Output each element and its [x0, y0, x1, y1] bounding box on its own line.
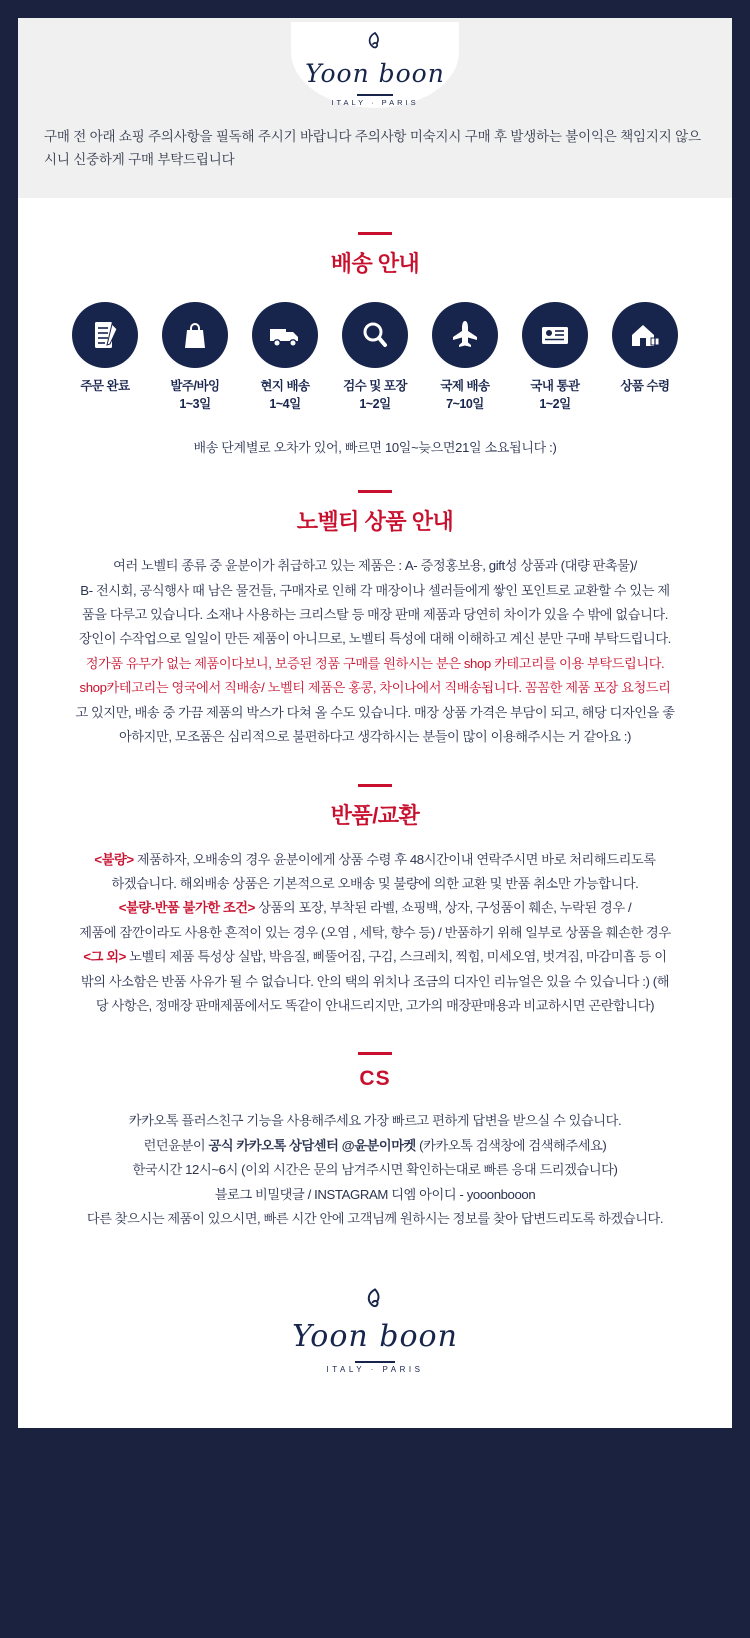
shipping-step [242, 302, 328, 413]
shipping-step-label: 국제 배송 7~10일 [440, 378, 490, 411]
section-divider [358, 784, 392, 787]
novelty-line: B- 전시회, 공식행사 때 남은 물건들, 구매자로 인해 각 매장이나 셀러들에게 쌓인 포인트로 교환할 수 있는 제 [80, 582, 670, 598]
shipping-steps [40, 296, 710, 413]
airplane-icon [432, 302, 498, 368]
returns-text: 당 사항은, 정매장 판매제품에서도 똑같이 안내드리지만, 고가의 매장판매용과 비교하시면 곤란합니다) [95, 998, 655, 1014]
returns-line [40, 921, 710, 945]
magnifier-icon [342, 302, 408, 368]
returns-line [40, 848, 710, 872]
shipping-step [422, 302, 508, 413]
footer-brand-name: Yoon boon [292, 1318, 458, 1354]
returns-line [40, 896, 710, 920]
cs-line: 카카오톡 플러스친구 기능을 사용해주세요 가장 빠르고 편하게 답변을 받으실 수 있습니다. [128, 1113, 622, 1129]
shipping-step [602, 302, 688, 413]
returns-line [40, 970, 710, 994]
cs-kakao-channel: 공식 카카오톡 상담센터 @윤분이마켓 [208, 1137, 416, 1153]
shipping-step-label: 주문 완료 [80, 378, 130, 393]
returns-text: 제품하자, 오배송의 경우 윤분이에게 상품 수령 후 48시간이내 연락주시면 바로 처리해드리도록 [133, 851, 656, 867]
novelty-line: 여러 노벨티 종류 중 윤분이가 취급하고 있는 제품은 : A- 증정홍보용, gift성 상품과 (대량 판촉물)/ [113, 558, 637, 574]
returns-text: 제품에 잠깐이라도 사용한 흔적이 있는 경우 (오염 , 세탁, 향수 등) / 반품하기 위해 일부로 상품을 훼손한 경우 [79, 924, 671, 940]
novelty-line: 아하지만, 모조품은 심리적으로 불편하다고 생각하시는 분들이 많이 이용해주시는 거 같아요 :) [118, 729, 632, 745]
cs-section [18, 1052, 732, 1231]
returns-tag: <불량-반품 불가한 조건> [118, 900, 255, 916]
section-divider [358, 490, 392, 493]
cs-line: 블로그 비밀댓글 / INSTAGRAM 디엠 아이디 - yooonbooon [214, 1186, 536, 1202]
footer-logo-divider [355, 1361, 395, 1363]
cs-text: 런던윤분이 [143, 1137, 209, 1153]
shipping-title: 배송 안내 [330, 250, 420, 276]
cs-line [40, 1134, 710, 1158]
customs-card-icon [522, 302, 588, 368]
returns-text: 상품의 포장, 부착된 라벨, 쇼핑백, 상자, 구성품이 훼손, 누락된 경우 / [254, 900, 632, 916]
novelty-section [18, 490, 732, 749]
novelty-line-highlight: 정가품 유무가 없는 제품이다보니, 보증된 정품 구매를 원하시는 분은 shop 카테고리를 이용 부탁드립니다. [85, 655, 665, 671]
novelty-line-highlight: shop카테고리는 영국에서 직배송/ 노벨티 제품은 홍콩, 차이나에서 직배송됩니다. 꼼꼼한 제품 포장 요청드리 [79, 680, 671, 696]
returns-tag: <그 외> [83, 949, 126, 965]
cs-line: 한국시간 12시~6시 (이외 시간은 문의 남겨주시면 확인하는대로 빠른 응대 드리겠습니다) [132, 1162, 618, 1178]
returns-line [40, 945, 710, 969]
house-gift-icon [612, 302, 678, 368]
returns-line [40, 872, 710, 896]
purchase-notice: 구매 전 아래 쇼핑 주의사항을 필독해 주시기 바랍니다 주의사항 미숙지시 구매 후 발생하는 불이익은 책임지지 않으시니 신중하게 구매 부탁드립니다 [18, 108, 732, 198]
section-divider [358, 232, 392, 235]
novelty-line: 장인이 수작업으로 일일이 만든 제품이 아니므로, 노벨티 특성에 대해 이해하고 계신 분만 구매 부탁드립니다. [79, 631, 671, 647]
cs-text: (카카오톡 검색창에 검색해주세요) [415, 1137, 607, 1153]
header-logo-band [18, 18, 732, 198]
truck-icon [252, 302, 318, 368]
returns-text: 밖의 사소함은 반품 사유가 될 수 없습니다. 안의 택의 위치나 조금의 디자인 리뉴얼은 있을 수 있습니다 :) (해 [80, 973, 670, 989]
cs-line: 다른 찾으시는 제품이 있으시면, 빠른 시간 안에 고객님께 원하시는 정보를 찾아 답변드리도록 하겠습니다. [86, 1211, 664, 1227]
content-sheet [18, 18, 732, 1428]
header-logo [291, 22, 459, 108]
returns-text: 하겠습니다. 해외배송 상품은 기본적으로 오배송 및 불량에 의한 교환 및 반품 취소만 가능합니다. [111, 875, 639, 891]
novelty-line: 고 있지만, 배송 중 가끔 제품의 박스가 다쳐 올 수도 있습니다. 매장 상품 가격은 부담이 되고, 해당 디자인을 좋 [75, 704, 675, 720]
cs-title: CS [359, 1067, 391, 1091]
returns-section [18, 784, 732, 1019]
returns-line [40, 994, 710, 1018]
novelty-line: 품을 다루고 있습니다. 소재나 사용하는 크리스탈 등 매장 판매 제품과 당연히 차이가 있을 수 밖에 없습니다. [81, 606, 669, 622]
shipping-step [62, 302, 148, 413]
footer-brand-tagline: ITALY · PARIS [326, 1364, 424, 1374]
order-checklist-icon [72, 302, 138, 368]
leaf-icon [362, 30, 388, 61]
shipping-step [332, 302, 418, 413]
returns-text: 노벨티 제품 특성상 실밥, 박음질, 삐뚤어짐, 구김, 스크레치, 찍힘, 미세오염, 벗겨짐, 마감미흡 등 이 [125, 949, 667, 965]
novelty-title: 노벨티 상품 안내 [296, 509, 454, 535]
returns-title: 반품/교환 [330, 802, 420, 828]
footer-logo [18, 1232, 732, 1428]
returns-tag: <불량> [94, 851, 134, 867]
leaf-icon [360, 1286, 390, 1321]
brand-name: Yoon boon [305, 59, 445, 88]
shipping-note: 배송 단계별로 오차가 있어, 빠르면 10일~늦으면21일 소요됩니다 :) [193, 440, 557, 456]
logo-divider [357, 94, 393, 96]
section-divider [358, 1052, 392, 1055]
brand-tagline: ITALY · PARIS [331, 98, 419, 107]
shipping-section [18, 232, 732, 456]
shipping-step [152, 302, 238, 413]
shipping-step-label: 상품 수령 [620, 378, 670, 393]
shipping-step-label: 국내 통관 1~2일 [530, 378, 580, 411]
shipping-step-label: 발주/바잉 1~3일 [170, 378, 220, 411]
shipping-step-label: 검수 및 포장 1~2일 [343, 378, 407, 411]
shipping-step [512, 302, 598, 413]
shopping-bag-icon [162, 302, 228, 368]
shipping-step-label: 현지 배송 1~4일 [260, 378, 310, 411]
